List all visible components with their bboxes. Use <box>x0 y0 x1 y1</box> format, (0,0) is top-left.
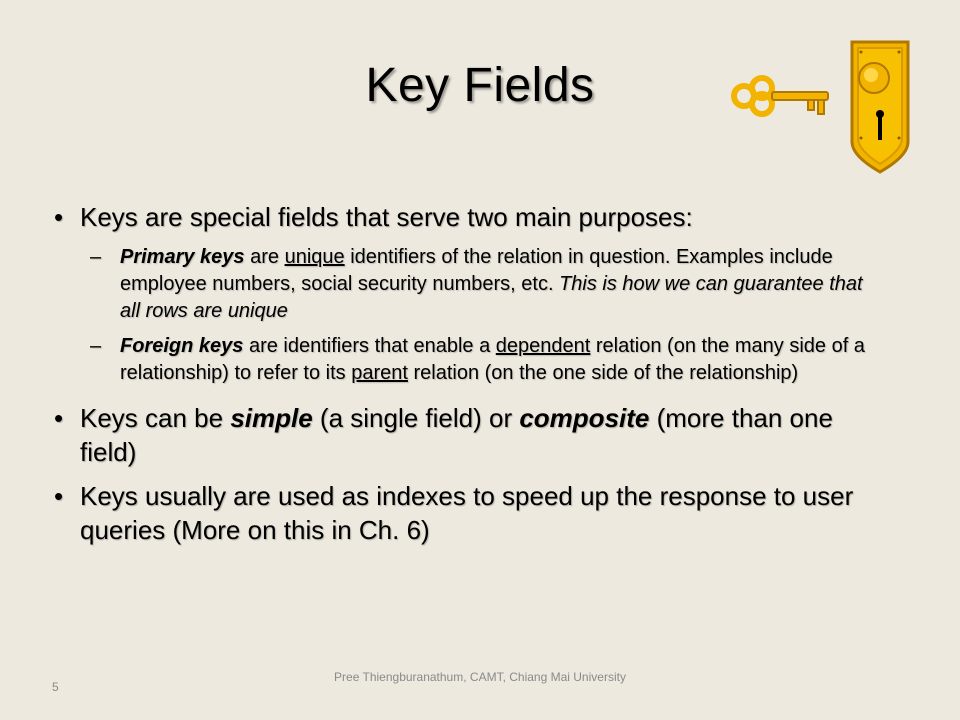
footer-text: Pree Thiengburanathum, CAMT, Chiang Mai University <box>334 670 626 684</box>
key-icon <box>734 78 828 114</box>
term-simple: simple <box>230 403 313 433</box>
underlined-dependent: dependent <box>495 335 591 357</box>
bullet-marker: • <box>54 202 64 232</box>
italic-note: This is how we can guarantee that all rows are unique <box>120 273 863 322</box>
underlined-parent: parent <box>351 362 408 384</box>
text-segment: Keys can be <box>80 403 231 433</box>
text-segment: (more than one field) <box>80 403 833 467</box>
text-segment: identifiers of the relation in question. Examples include employee numbers, social security numbers, etc. <box>120 246 833 295</box>
term-foreign-keys: Foreign keys <box>120 335 244 357</box>
dash-marker: – <box>90 335 102 357</box>
bullet-marker: • <box>54 403 64 433</box>
bullet-purposes <box>52 200 882 234</box>
underlined-unique: unique <box>284 246 345 268</box>
bullet-text: Keys are special fields that serve two main purposes: <box>80 202 693 232</box>
slide-title: Key Fields <box>365 59 595 112</box>
bullet-indexes <box>52 479 882 547</box>
text-segment: relation (on the one side of the relationship) <box>407 362 799 384</box>
slide-number: 5 <box>52 680 59 694</box>
bullet-simple-composite <box>52 401 882 469</box>
text-segment: are identifiers that enable a <box>243 335 496 357</box>
bullet-marker: • <box>54 481 64 511</box>
bullet-text: Keys usually are used as indexes to speed up the response to user queries (More on this in Ch. 6) <box>80 481 854 545</box>
subbullet-foreign-keys <box>52 333 882 387</box>
text-segment: are <box>244 246 285 268</box>
dash-marker: – <box>90 246 102 268</box>
keyhole-plate-icon <box>852 42 908 172</box>
slide-body <box>52 200 882 557</box>
key-clipart <box>728 38 918 178</box>
subbullet-primary-keys <box>52 244 882 325</box>
term-primary-keys: Primary keys <box>120 246 245 268</box>
term-composite: composite <box>519 403 650 433</box>
text-segment: (a single field) or <box>312 403 520 433</box>
text-segment: relation (on the many side of a relationship) to refer to its <box>120 335 865 384</box>
